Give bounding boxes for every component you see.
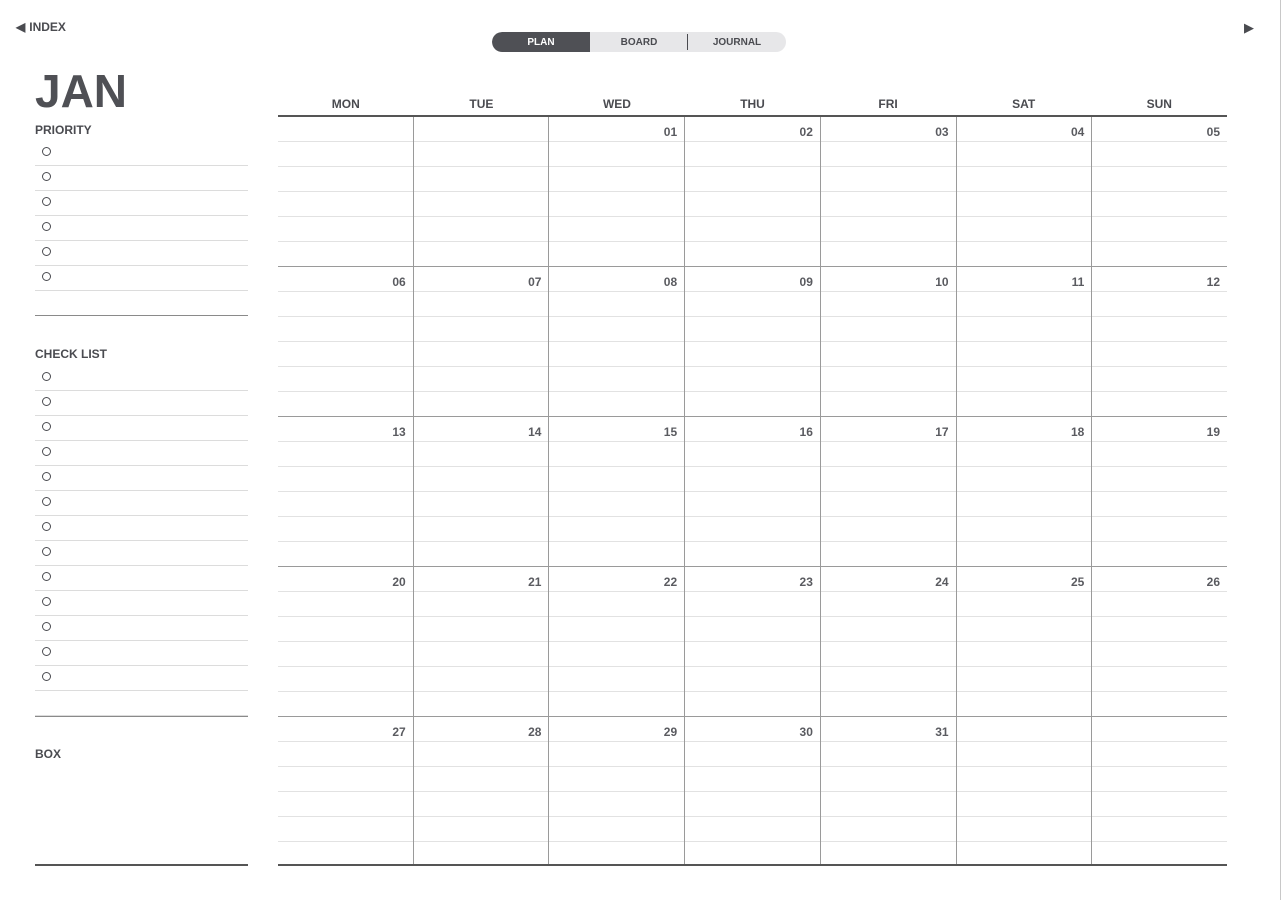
day-number: 06 [392, 275, 406, 289]
day-number: 13 [392, 425, 406, 439]
day-number: 26 [1206, 575, 1221, 589]
calendar-day-cell[interactable] [1091, 717, 1227, 865]
checklist-blank-line [35, 691, 248, 716]
calendar-day-cell[interactable] [1091, 567, 1227, 716]
tab-divider [687, 34, 688, 50]
calendar-day-cell[interactable] [956, 117, 1092, 266]
calendar-day-cell[interactable] [820, 417, 956, 566]
circle-checkbox-icon[interactable] [42, 172, 51, 181]
calendar-day-cell[interactable] [413, 417, 549, 566]
checklist-item[interactable] [35, 641, 248, 666]
checklist-item[interactable] [35, 416, 248, 441]
circle-checkbox-icon[interactable] [42, 522, 51, 531]
calendar-day-cell[interactable] [956, 417, 1092, 566]
day-number: 20 [392, 575, 406, 589]
checklist-item[interactable] [35, 566, 248, 591]
circle-checkbox-icon[interactable] [42, 622, 51, 631]
circle-checkbox-icon[interactable] [42, 397, 51, 406]
checklist-item[interactable] [35, 516, 248, 541]
day-number: 11 [1071, 275, 1085, 289]
day-number: 21 [528, 575, 542, 589]
calendar-day-cell[interactable] [1091, 417, 1227, 566]
checklist-item[interactable] [35, 666, 248, 691]
circle-checkbox-icon[interactable] [42, 647, 51, 656]
calendar-day-cell[interactable] [278, 567, 413, 716]
calendar-day-cell[interactable] [820, 117, 956, 266]
page-edge-divider [1280, 0, 1281, 900]
day-number: 25 [1070, 575, 1085, 589]
priority-heading: PRIORITY [35, 123, 92, 137]
calendar-week-row [278, 567, 1227, 717]
priority-item[interactable] [35, 266, 248, 291]
calendar-day-cell[interactable] [278, 267, 413, 416]
day-number: 23 [799, 575, 813, 589]
circle-checkbox-icon[interactable] [42, 222, 51, 231]
calendar-day-cell[interactable] [684, 567, 820, 716]
calendar-day-cell[interactable] [684, 417, 820, 566]
priority-item[interactable] [35, 191, 248, 216]
circle-checkbox-icon[interactable] [42, 597, 51, 606]
index-label: INDEX [29, 20, 66, 34]
calendar-week-row [278, 717, 1227, 865]
calendar-week-row [278, 117, 1227, 267]
circle-checkbox-icon[interactable] [42, 547, 51, 556]
priority-list [35, 141, 248, 316]
weekday-label: SUN [1146, 97, 1172, 111]
month-title: JAN [35, 65, 128, 117]
checklist-item[interactable] [35, 391, 248, 416]
day-number: 05 [1206, 125, 1221, 139]
calendar-day-cell[interactable] [820, 717, 956, 865]
calendar-day-cell[interactable] [1091, 267, 1227, 416]
circle-checkbox-icon[interactable] [42, 372, 51, 381]
weekday-label: WED [602, 97, 631, 111]
circle-checkbox-icon[interactable] [42, 572, 51, 581]
box-heading: BOX [35, 747, 62, 761]
circle-checkbox-icon[interactable] [42, 497, 51, 506]
circle-checkbox-icon[interactable] [42, 422, 51, 431]
index-back-link[interactable] [16, 20, 66, 34]
circle-checkbox-icon[interactable] [42, 672, 51, 681]
day-number: 31 [935, 725, 949, 739]
day-number: 22 [663, 575, 678, 589]
checklist-heading: CHECK LIST [35, 347, 107, 361]
day-number: 04 [1070, 125, 1085, 139]
weekday-label: THU [740, 97, 765, 111]
calendar-day-cell[interactable] [278, 417, 413, 566]
calendar-day-cell[interactable] [413, 117, 549, 266]
calendar-day-cell[interactable] [820, 567, 956, 716]
weekday-label: MON [331, 97, 360, 111]
calendar-week-row [278, 417, 1227, 567]
weekday-label: FRI [878, 97, 898, 111]
day-number: 15 [663, 425, 678, 439]
triangle-left-icon: ◀ [16, 20, 26, 34]
checklist-item[interactable] [35, 541, 248, 566]
circle-checkbox-icon[interactable] [42, 147, 51, 156]
calendar-day-cell[interactable] [956, 717, 1092, 865]
checklist-item[interactable] [35, 466, 248, 491]
checklist-item[interactable] [35, 491, 248, 516]
calendar-bottom-rule [278, 864, 1227, 866]
checklist-item[interactable] [35, 366, 248, 391]
day-number: 03 [935, 125, 949, 139]
calendar-day-cell[interactable] [1091, 117, 1227, 266]
checklist-divider [35, 716, 248, 717]
checklist-list [35, 366, 248, 716]
calendar-day-cell[interactable] [548, 267, 684, 416]
day-number: 28 [528, 725, 542, 739]
day-number: 29 [663, 725, 678, 739]
calendar-day-cell[interactable] [413, 267, 549, 416]
circle-checkbox-icon[interactable] [42, 197, 51, 206]
priority-item[interactable] [35, 216, 248, 241]
day-number: 10 [935, 275, 949, 289]
day-number: 14 [528, 425, 542, 439]
calendar-day-cell[interactable] [820, 267, 956, 416]
priority-item[interactable] [35, 166, 248, 191]
circle-checkbox-icon[interactable] [42, 447, 51, 456]
day-number: 17 [935, 425, 949, 439]
day-number: 24 [935, 575, 949, 589]
circle-checkbox-icon[interactable] [42, 472, 51, 481]
view-tab-switcher [492, 32, 786, 52]
calendar-day-cell[interactable] [684, 117, 820, 266]
calendar-day-cell[interactable] [684, 267, 820, 416]
calendar-day-cell[interactable] [278, 117, 413, 266]
calendar-day-cell[interactable] [548, 417, 684, 566]
weekday-header [278, 97, 1227, 113]
calendar-day-cell[interactable] [278, 717, 413, 865]
day-number: 27 [392, 725, 406, 739]
calendar-day-cell[interactable] [548, 567, 684, 716]
day-number: 09 [799, 275, 813, 289]
priority-item[interactable] [35, 241, 248, 266]
tab-board[interactable]: BOARD [620, 36, 658, 48]
calendar-day-cell[interactable] [956, 567, 1092, 716]
circle-checkbox-icon[interactable] [42, 272, 51, 281]
day-number: 07 [528, 275, 542, 289]
checklist-item[interactable] [35, 591, 248, 616]
day-number: 01 [663, 125, 678, 139]
calendar-day-cell[interactable] [548, 117, 684, 266]
day-number: 08 [663, 275, 678, 289]
tab-journal[interactable]: JOURNAL [712, 36, 762, 48]
day-number: 18 [1070, 425, 1085, 439]
weekday-label: SAT [1012, 97, 1036, 111]
priority-blank-line [35, 291, 248, 316]
calendar-day-cell[interactable] [548, 717, 684, 865]
checklist-item[interactable] [35, 441, 248, 466]
weekday-label: TUE [469, 97, 494, 111]
circle-checkbox-icon[interactable] [42, 247, 51, 256]
calendar-day-cell[interactable] [956, 267, 1092, 416]
day-number: 19 [1206, 425, 1221, 439]
box-bottom-rule [35, 864, 248, 866]
calendar-week-row [278, 267, 1227, 417]
priority-divider [35, 315, 248, 316]
priority-item[interactable] [35, 141, 248, 166]
day-number: 02 [799, 125, 813, 139]
checklist-item[interactable] [35, 616, 248, 641]
tab-plan[interactable]: PLAN [492, 32, 590, 52]
day-number: 12 [1206, 275, 1221, 289]
calendar-day-cell[interactable] [684, 717, 820, 865]
day-number: 16 [799, 425, 813, 439]
calendar-day-cell[interactable] [413, 717, 549, 865]
day-number: 30 [799, 725, 813, 739]
month-calendar-grid [278, 117, 1227, 865]
triangle-right-icon[interactable]: ▶ [1244, 20, 1254, 35]
calendar-day-cell[interactable] [413, 567, 549, 716]
